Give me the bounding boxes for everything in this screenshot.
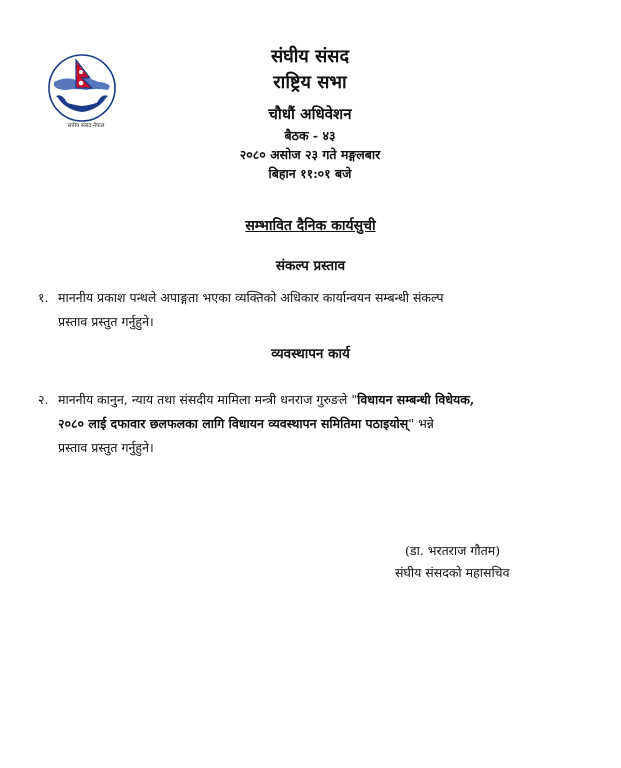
section-title-resolution: संकल्प प्रस्ताव bbox=[275, 258, 346, 274]
document-header bbox=[150, 44, 470, 183]
meeting-number: बैठक - ४३ bbox=[284, 128, 336, 143]
session-title: चौधौं अधिवेशन bbox=[268, 105, 352, 123]
house-name: राष्ट्रिय सभा bbox=[273, 72, 347, 93]
section-title-legislation: व्यवस्थापन कार्य bbox=[271, 346, 350, 362]
signatory-name: (डा. भरतराज गौतम) bbox=[405, 543, 501, 558]
signature-block bbox=[395, 540, 545, 584]
parliament-name: संघीय संसद bbox=[270, 46, 350, 67]
item-text-line2: प्रस्ताव प्रस्तुत गर्नुहुने। bbox=[58, 314, 154, 329]
item-text-pre: माननीय कानुन, न्याय तथा संसदीय मामिला मन्त्री धनराज गुरुङले " bbox=[58, 392, 358, 407]
agenda-item-1 bbox=[38, 286, 518, 334]
bill-title-part2: २०८० लाई दफावार छलफलका लागि विधायन व्यवस्थापन समितिमा पठाइयोस् bbox=[58, 416, 409, 431]
agenda-item-2 bbox=[38, 388, 518, 460]
agenda-title: सम्भावित दैनिक कार्यसुची bbox=[245, 218, 376, 234]
item-text-line3: प्रस्ताव प्रस्तुत गर्नुहुने। bbox=[58, 440, 154, 455]
meeting-date: २०८० असोज २३ गते मङ्गलबार bbox=[239, 147, 381, 162]
item-text-line1: माननीय प्रकाश पन्थले अपाङ्गता भएका व्यक्तिको अधिकार कार्यान्वयन सम्बन्धी संकल्प bbox=[58, 290, 444, 305]
item-text-post: " भन्ने bbox=[408, 416, 434, 431]
parliament-logo bbox=[46, 52, 118, 128]
item-number: २. bbox=[38, 392, 49, 407]
meeting-time: बिहान ११:०१ बजे bbox=[268, 166, 352, 181]
item-number: १. bbox=[38, 290, 49, 305]
logo-caption: संघीय संसद नेपाल bbox=[67, 123, 105, 129]
bill-title-part1: विधायन सम्बन्धी विधेयक, bbox=[357, 392, 475, 407]
signatory-title: संघीय संसदको महासचिव bbox=[395, 565, 510, 580]
